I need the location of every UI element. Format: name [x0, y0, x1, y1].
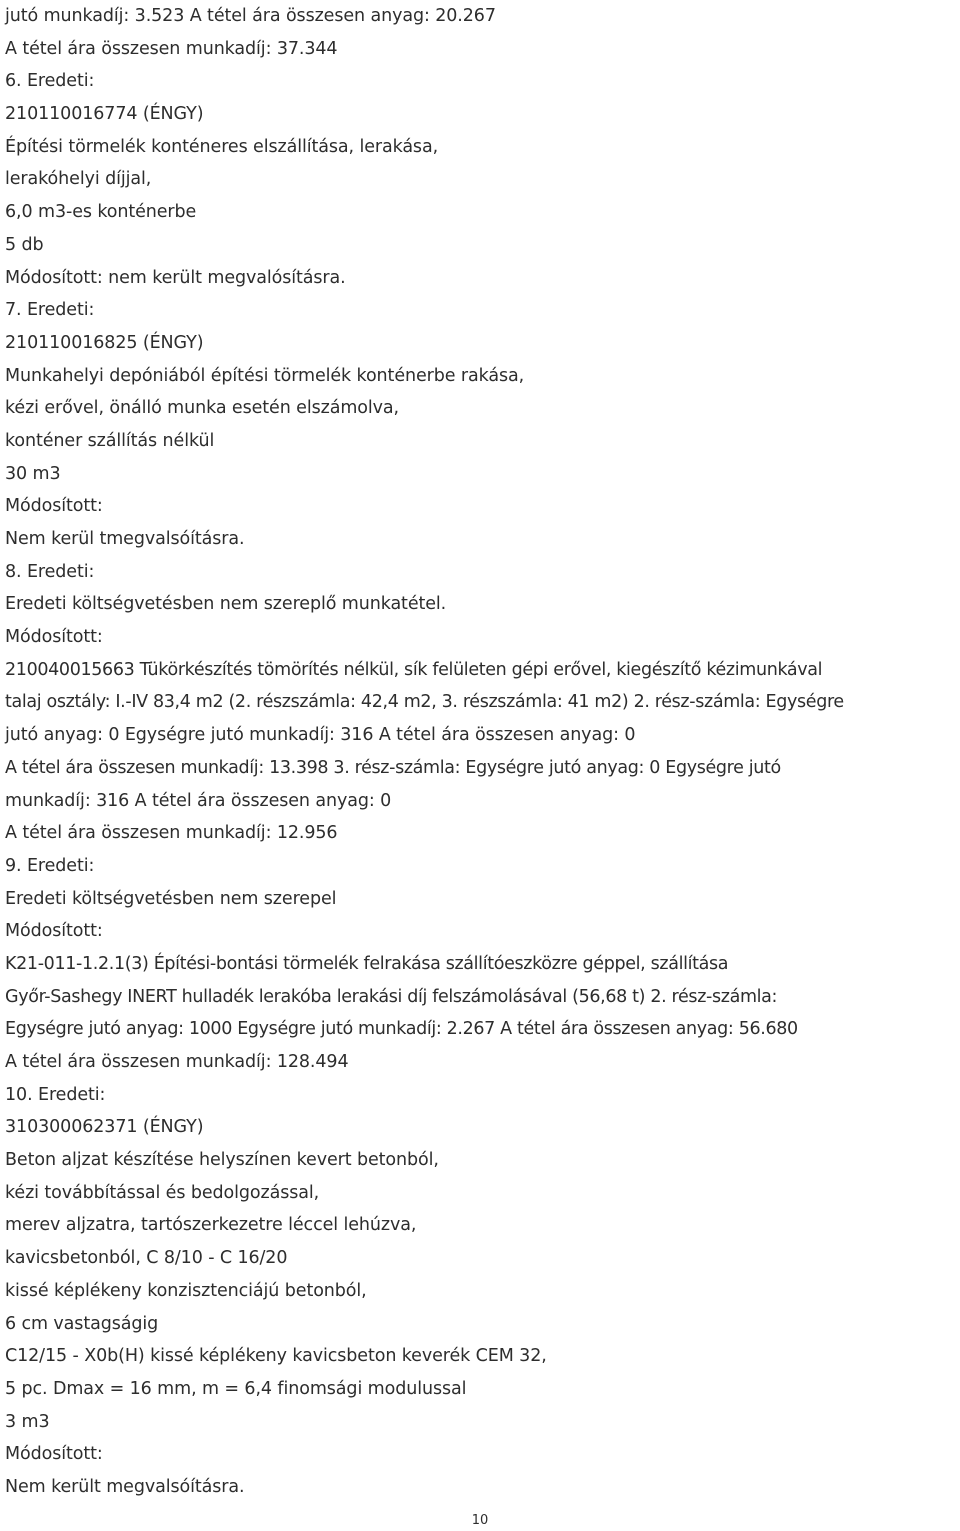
- text-line: kézi erővel, önálló munka esetén elszámolva,: [5, 398, 399, 419]
- quantity: 5 db: [5, 234, 44, 255]
- modified-label: Módosított:: [5, 496, 103, 517]
- text-line: 210040015663 Tükörkészítés tömörítés nélkül, sík felületen gépi erővel, kiegészítő kézimunkával: [5, 659, 823, 680]
- text-line: 6,0 m3-es konténerbe: [5, 202, 197, 223]
- item-heading: 10. Eredeti:: [5, 1084, 106, 1105]
- text-line: jutó anyag: 0 Egységre jutó munkadíj: 316 A tétel ára összesen anyag: 0: [5, 725, 636, 746]
- text-line: 6 cm vastagságig: [5, 1313, 159, 1334]
- text-line: kissé képlékeny konzisztenciájú betonból,: [5, 1280, 367, 1301]
- text-line: kavicsbetonból, C 8/10 - C 16/20: [5, 1248, 288, 1269]
- text-line: Beton aljzat készítése helyszínen kevert betonból,: [5, 1150, 439, 1171]
- text-line: K21-011-1.2.1(3) Építési-bontási törmelék felrakása szállítóeszközre géppel, szállítása: [5, 953, 729, 974]
- text-line: A tétel ára összesen munkadíj: 13.398 3. rész-számla: Egységre jutó anyag: 0 Egységre jutó: [5, 757, 781, 778]
- text-line: Munkahelyi depóniából építési törmelék konténerbe rakása,: [5, 365, 525, 386]
- text-line: Győr-Sashegy INERT hulladék lerakóba lerakási díj felszámolásával (56,68 t) 2. rész-számla:: [5, 986, 778, 1007]
- text-line: kézi továbbítással és bedolgozással,: [5, 1182, 320, 1203]
- text-line: Egységre jutó anyag: 1000 Egységre jutó munkadíj: 2.267 A tétel ára összesen anyag: 56.680: [5, 1019, 798, 1040]
- item-code: 310300062371 (ÉNGY): [5, 1117, 204, 1138]
- text-line: C12/15 - X0b(H) kissé képlékeny kavicsbeton keverék CEM 32,: [5, 1346, 547, 1367]
- text-line: A tétel ára összesen munkadíj: 128.494: [5, 1052, 349, 1072]
- item-code: 210110016774 (ÉNGY): [5, 104, 204, 125]
- text-line: A tétel ára összesen munkadíj: 37.344: [5, 38, 338, 59]
- text-line: lerakóhelyi díjjal,: [5, 169, 152, 190]
- text-line: merev aljzatra, tartószerkezetre léccel lehúzva,: [5, 1215, 417, 1236]
- text-line: konténer szállítás nélkül: [5, 430, 215, 451]
- item-heading: 7. Eredeti:: [5, 300, 95, 321]
- modified-label: Módosított:: [5, 1444, 103, 1465]
- item-heading: 6. Eredeti:: [5, 71, 95, 92]
- modified-label: Módosított:: [5, 627, 103, 648]
- text-line: talaj osztály: I.-IV 83,4 m2 (2. részszámla: 42,4 m2, 3. részszámla: 41 m2) 2. rész-számla: Egységre: [5, 692, 844, 713]
- page-number: 10: [471, 1513, 489, 1528]
- quantity: 30 m3: [5, 463, 61, 484]
- item-heading: 9. Eredeti:: [5, 855, 95, 876]
- modified-note: Nem kerül tmegvalsóításra.: [5, 529, 245, 549]
- quantity: 3 m3: [5, 1411, 50, 1432]
- text-line: munkadíj: 316 A tétel ára összesen anyag: 0: [5, 790, 392, 811]
- text-line: Eredeti költségvetésben nem szereplő munkatétel.: [5, 594, 447, 615]
- item-code: 210110016825 (ÉNGY): [5, 332, 204, 353]
- document-body: [5, 0, 955, 1504]
- text-line: Építési törmelék konténeres elszállítása, lerakása,: [5, 136, 439, 157]
- modified-label: Módosított:: [5, 921, 103, 942]
- modified-note: Nem került megvalsóításra.: [5, 1476, 245, 1497]
- modified-note: Módosított: nem került megvalósításra.: [5, 267, 346, 288]
- text-line: jutó munkadíj: 3.523 A tétel ára összesen anyag: 20.267: [5, 6, 496, 26]
- item-heading: 8. Eredeti:: [5, 561, 95, 582]
- text-line: 5 pc. Dmax = 16 mm, m = 6,4 finomsági modulussal: [5, 1378, 467, 1399]
- text-line: A tétel ára összesen munkadíj: 12.956: [5, 823, 338, 844]
- text-line: Eredeti költségvetésben nem szerepel: [5, 888, 337, 909]
